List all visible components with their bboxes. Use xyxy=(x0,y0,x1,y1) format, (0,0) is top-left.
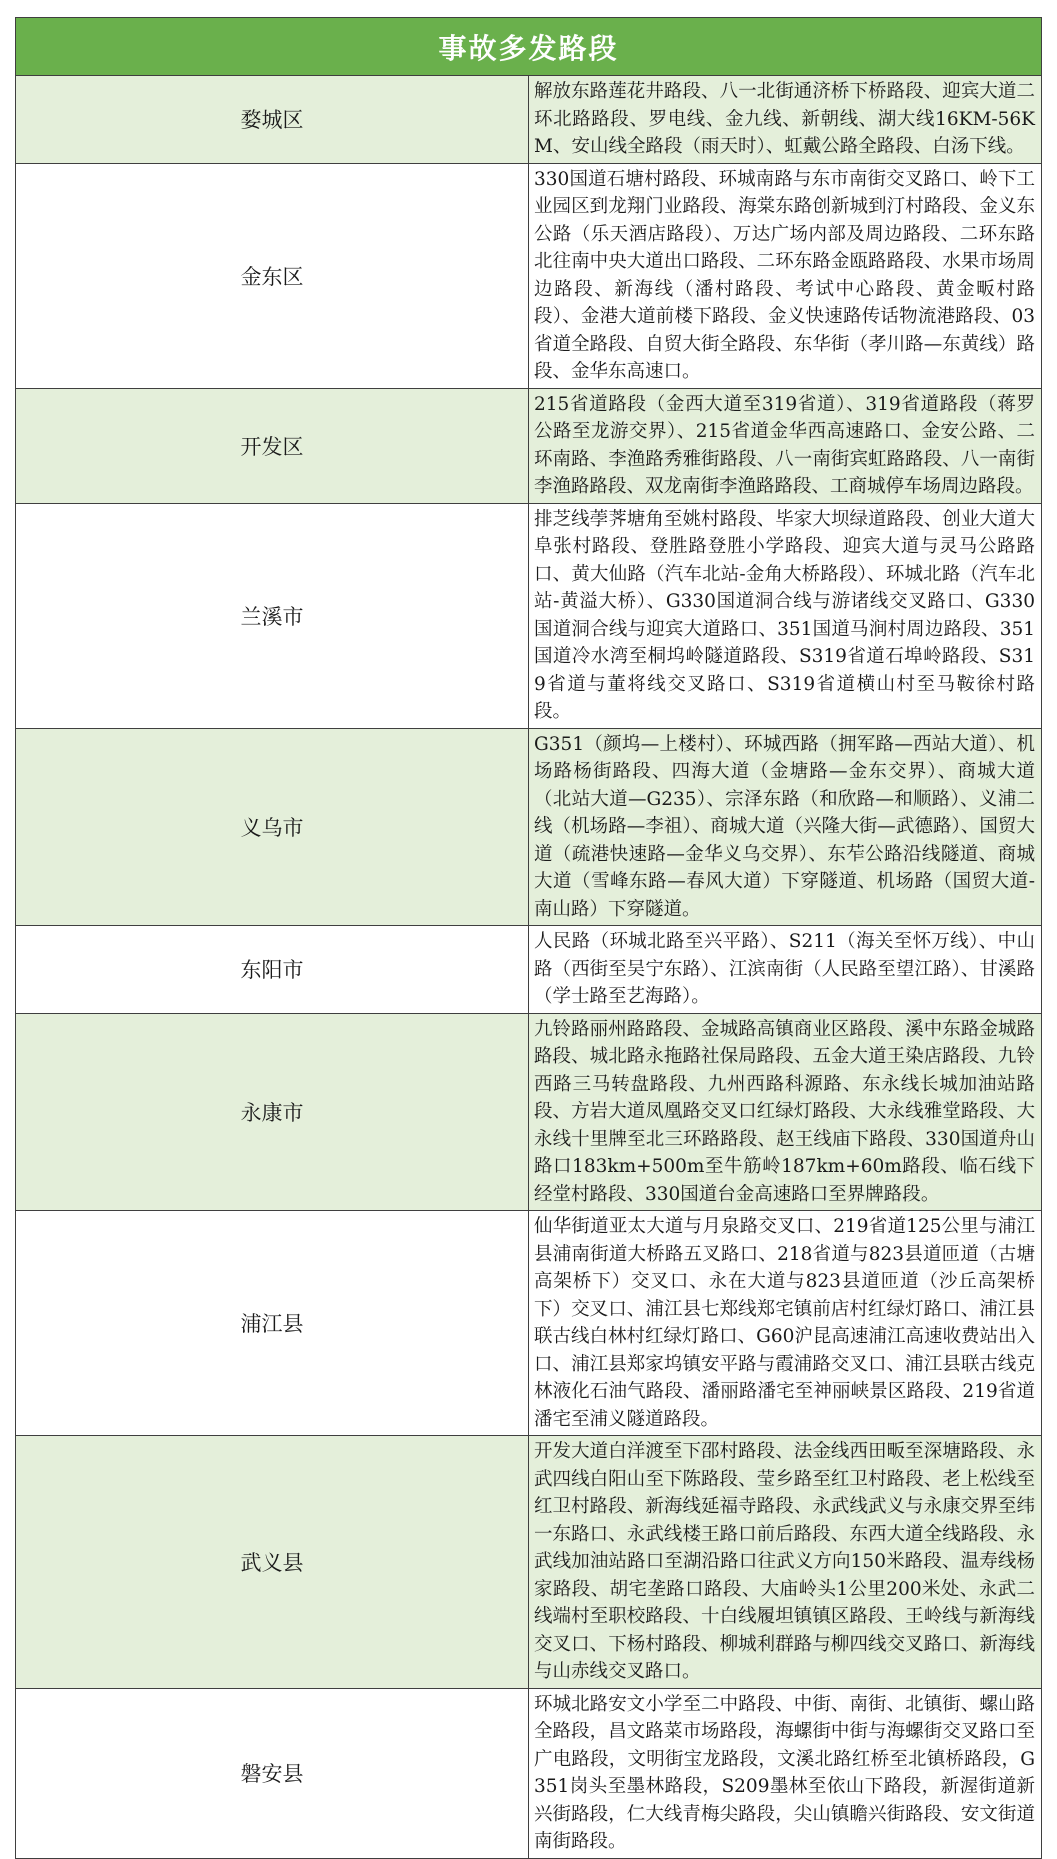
roads-cell: 环城北路安文小学至二中路段、中街、南街、北镇街、螺山路全路段，昌文路菜市场路段，海螺街中街与海螺街交叉路口至广电路段，文明街宝龙路段，文溪北路红桥至北镇桥路段，G351岗头至墨林路段，S209墨林至依山下路段，新渥街道新兴街路段，仁大线青梅尖路段，尖山镇瞻兴街路段、安文街道南街路段。 xyxy=(529,1688,1042,1858)
table-row xyxy=(16,503,1042,728)
district-cell: 开发区 xyxy=(16,388,529,503)
table-row xyxy=(16,1688,1042,1858)
table-row xyxy=(16,388,1042,503)
table-row xyxy=(16,1211,1042,1436)
table-title: 事故多发路段 xyxy=(16,18,1042,76)
roads-cell: 330国道石塘村路段、环城南路与东市南街交叉路口、岭下工业园区到龙翔门业路段、海棠东路创新城到汀村路段、金义东公路（乐天酒店路段）、万达广场内部及周边路段、二环东路北往南中央大道出口路段、二环东路金瓯路路段、水果市场周边路段、新海线（潘村路段、考试中心路段、黄金畈村路段）、金港大道前楼下路段、金义快速路传话物流港路段、03省道全路段、自贸大街全路段、东华街（孝川路—东黄线）路段、金华东高速口。 xyxy=(529,163,1042,388)
table-row xyxy=(16,926,1042,1014)
table-row xyxy=(16,1436,1042,1689)
district-cell: 永康市 xyxy=(16,1013,529,1211)
district-cell: 浦江县 xyxy=(16,1211,529,1436)
table-row xyxy=(16,163,1042,388)
table-row xyxy=(16,76,1042,164)
table-header-row xyxy=(16,18,1042,76)
roads-cell: 仙华街道亚太大道与月泉路交叉口、219省道125公里与浦江县浦南街道大桥路五叉路口、218省道与823县道匝道（古塘高架桥下）交叉口、永在大道与823县道匝道（沙丘高架桥下）交叉口、浦江县七郑线郑宅镇前店村红绿灯路口、浦江县联古线白林村红绿灯路口、G60沪昆高速浦江高速收费站出入口、浦江县郑家坞镇安平路与霞浦路交叉口、浦江县联古线克林液化石油气路段、潘丽路潘宅至神丽峡景区路段、219省道潘宅至浦义隧道路段。 xyxy=(529,1211,1042,1436)
district-cell: 金东区 xyxy=(16,163,529,388)
table-row xyxy=(16,728,1042,926)
district-cell: 义乌市 xyxy=(16,728,529,926)
roads-cell: 排芝线荸荠塘角至姚村路段、毕家大坝绿道路段、创业大道大阜张村路段、登胜路登胜小学路段、迎宾大道与灵马公路路口、黄大仙路（汽车北站-金角大桥路段）、环城北路（汽车北站-黄溢大桥）、G330国道洞合线与游诸线交叉路口、G330国道洞合线与迎宾大道路口、351国道马涧村周边路段、351国道冷水湾至桐坞岭隧道路段、S319省道石埠岭路段、S319省道与董将线交叉路口、S319省道横山村至马鞍徐村路段。 xyxy=(529,503,1042,728)
district-cell: 磐安县 xyxy=(16,1688,529,1858)
roads-cell: 215省道路段（金西大道至319省道）、319省道路段（蒋罗公路至龙游交界）、215省道金华西高速路口、金安公路、二环南路、李渔路秀雅街路段、八一南街宾虹路路段、八一南街李渔路路段、双龙南街李渔路路段、工商城停车场周边路段。 xyxy=(529,388,1042,503)
district-cell: 东阳市 xyxy=(16,926,529,1014)
roads-cell: G351（颜坞—上楼村）、环城西路（拥军路—西站大道）、机场路杨街路段、四海大道（金塘路—金东交界）、商城大道（北站大道—G235）、宗泽东路（和欣路—和顺路）、义浦二线（机场路—李祖）、商城大道（兴隆大街—武德路）、国贸大道（疏港快速路—金华义乌交界）、东苲公路沿线隧道、商城大道（雪峰东路—春风大道）下穿隧道、机场路（国贸大道-南山路）下穿隧道。 xyxy=(529,728,1042,926)
table-row xyxy=(16,1013,1042,1211)
accident-roads-table xyxy=(15,17,1042,1859)
roads-cell: 九铃路丽州路路段、金城路高镇商业区路段、溪中东路金城路路段、城北路永拖路社保局路段、五金大道王染店路段、九铃西路三马转盘路段、九州西路科源路、东永线长城加油站路段、方岩大道凤凰路交叉口红绿灯路段、大永线雅堂路段、大永线十里牌至北三环路路段、赵王线庙下路段、330国道舟山路口183km+500m至牛筋岭187km+60m路段、临石线下经堂村路段、330国道台金高速路口至界牌路段。 xyxy=(529,1013,1042,1211)
district-cell: 婺城区 xyxy=(16,76,529,164)
district-cell: 兰溪市 xyxy=(16,503,529,728)
roads-cell: 解放东路莲花井路段、八一北街通济桥下桥路段、迎宾大道二环北路路段、罗电线、金九线、新朝线、湖大线16KM-56KM、安山线全路段（雨天时）、虹戴公路全路段、白汤下线。 xyxy=(529,76,1042,164)
district-cell: 武义县 xyxy=(16,1436,529,1689)
roads-cell: 开发大道白洋渡至下邵村路段、法金线西田畈至深塘路段、永武四线白阳山至下陈路段、莹乡路至红卫村路段、老上松线至红卫村路段、新海线延福寺路段、永武线武义与永康交界至纬一东路口、永武线楼王路口前后路段、东西大道全线路段、永武线加油站路口至湖沿路口往武义方向150米路段、温寿线杨家路段、胡宅垄路口路段、大庙岭头1公里200米处、永武二线端村至职校路段、十白线履坦镇镇区路段、王岭线与新海线交叉口、下杨村路段、柳城利群路与柳四线交叉路口、新海线与山赤线交叉路口。 xyxy=(529,1436,1042,1689)
roads-cell: 人民路（环城北路至兴平路）、S211（海关至怀万线）、中山路（西街至吴宁东路）、江滨南街（人民路至望江路）、甘溪路（学士路至艺海路）。 xyxy=(529,926,1042,1014)
